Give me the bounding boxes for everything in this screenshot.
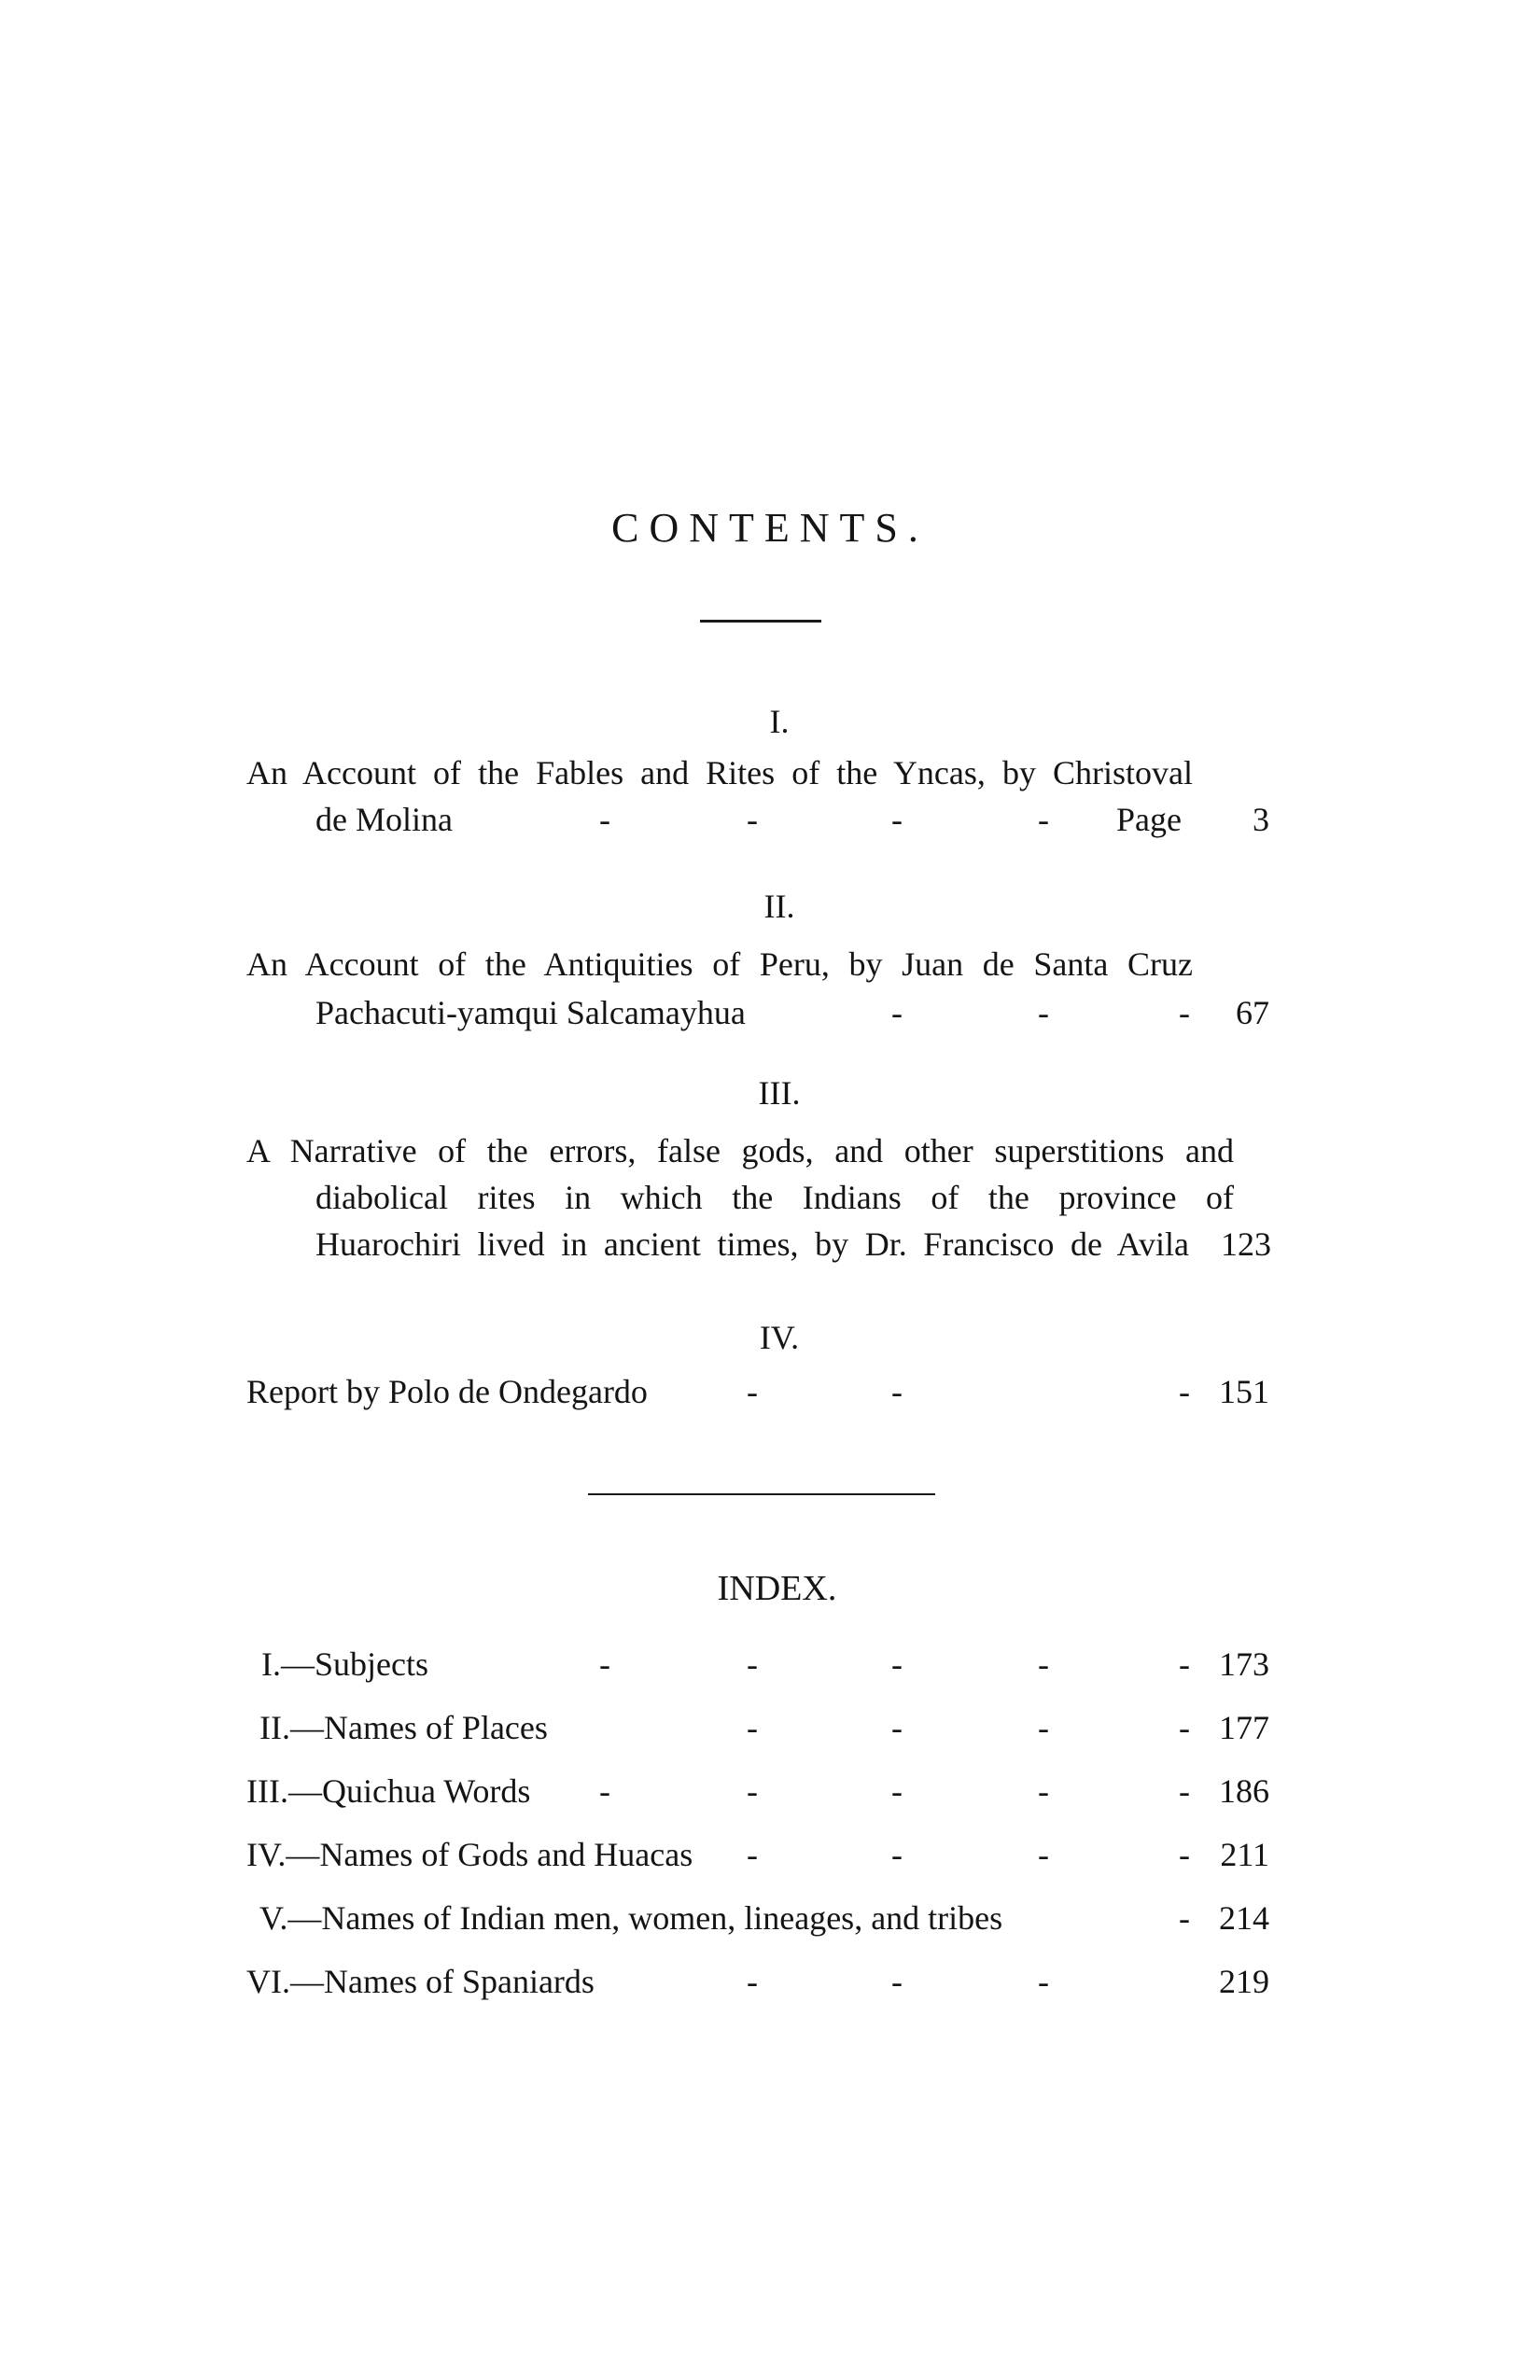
section-title-line: An Account of the Antiquities of Peru, by Juan de Santa Cruz [246,945,1193,983]
section-title-line: Huarochiri lived in ancient times, by Dr. Francisco de Avila [315,1225,1189,1263]
leader-dash: - [891,1963,903,2000]
leader-dash: - [747,1709,758,1746]
leader-dash: - [1179,1772,1190,1810]
section-title-line: Report by Polo de Ondegardo [246,1373,648,1410]
leader-dash: - [891,1373,903,1410]
index-title: INDEX. [717,1569,837,1608]
section-title-line: de Molina [315,801,453,838]
page-number: 173 [1219,1645,1269,1683]
page-number: 211 [1220,1836,1269,1873]
page-label: Page [1116,801,1182,838]
leader-dash: - [891,994,903,1031]
index-entry-label: V.—Names of Indian men, women, lineages, and tribes [259,1899,1003,1937]
index-entry-label: VI.—Names of Spaniards [246,1963,595,2000]
leader-dash: - [1038,1963,1049,2000]
leader-dash: - [1038,994,1049,1031]
section-numeral: II. [763,888,795,925]
page-number: 186 [1219,1772,1269,1810]
leader-dash: - [891,1772,903,1810]
title-divider [700,620,821,623]
index-entry-label: II.—Names of Places [259,1709,548,1746]
section-title-line: diabolical rites in which the Indians of the province of [315,1179,1234,1216]
leader-dash: - [1038,1772,1049,1810]
leader-dash: - [599,1772,610,1810]
leader-dash: - [747,801,758,838]
section-title-line: Pachacuti-yamqui Salcamayhua [315,994,746,1031]
section-numeral: IV. [759,1319,800,1356]
leader-dash: - [1179,1645,1190,1683]
leader-dash: - [1179,1709,1190,1746]
leader-dash: - [747,1373,758,1410]
page-title: CONTENTS. [611,505,929,551]
leader-dash: - [747,1963,758,2000]
leader-dash: - [891,1836,903,1873]
leader-dash: - [891,1709,903,1746]
leader-dash: - [599,801,610,838]
page-number: 219 [1219,1963,1269,2000]
section-numeral: I. [769,703,790,740]
index-entry-label: I.—Subjects [261,1645,428,1683]
leader-dash: - [1038,801,1049,838]
leader-dash: - [891,1645,903,1683]
leader-dash: - [1038,1836,1049,1873]
page-number: 177 [1219,1709,1269,1746]
leader-dash: - [891,801,903,838]
leader-dash: - [747,1836,758,1873]
leader-dash: - [1038,1645,1049,1683]
leader-dash: - [1179,1899,1190,1937]
leader-dash: - [747,1772,758,1810]
section-divider [588,1493,935,1495]
leader-dash: - [1038,1709,1049,1746]
page-number: 67 [1236,994,1269,1031]
leader-dash: - [599,1645,610,1683]
section-numeral: III. [758,1074,801,1112]
section-title-line: A Narrative of the errors, false gods, and other superstitions and [246,1132,1234,1169]
leader-dash: - [1179,1836,1190,1873]
leader-dash: - [1179,1373,1190,1410]
leader-dash: - [747,1645,758,1683]
page-number: 151 [1219,1373,1269,1410]
section-title-line: An Account of the Fables and Rites of the Yncas, by Christoval [246,754,1193,791]
index-entry-label: III.—Quichua Words [246,1772,531,1810]
page-number: 3 [1253,801,1269,838]
page-number: 214 [1219,1899,1269,1937]
leader-dash: - [1179,994,1190,1031]
index-entry-label: IV.—Names of Gods and Huacas [246,1836,693,1873]
page-number: 123 [1221,1225,1271,1263]
